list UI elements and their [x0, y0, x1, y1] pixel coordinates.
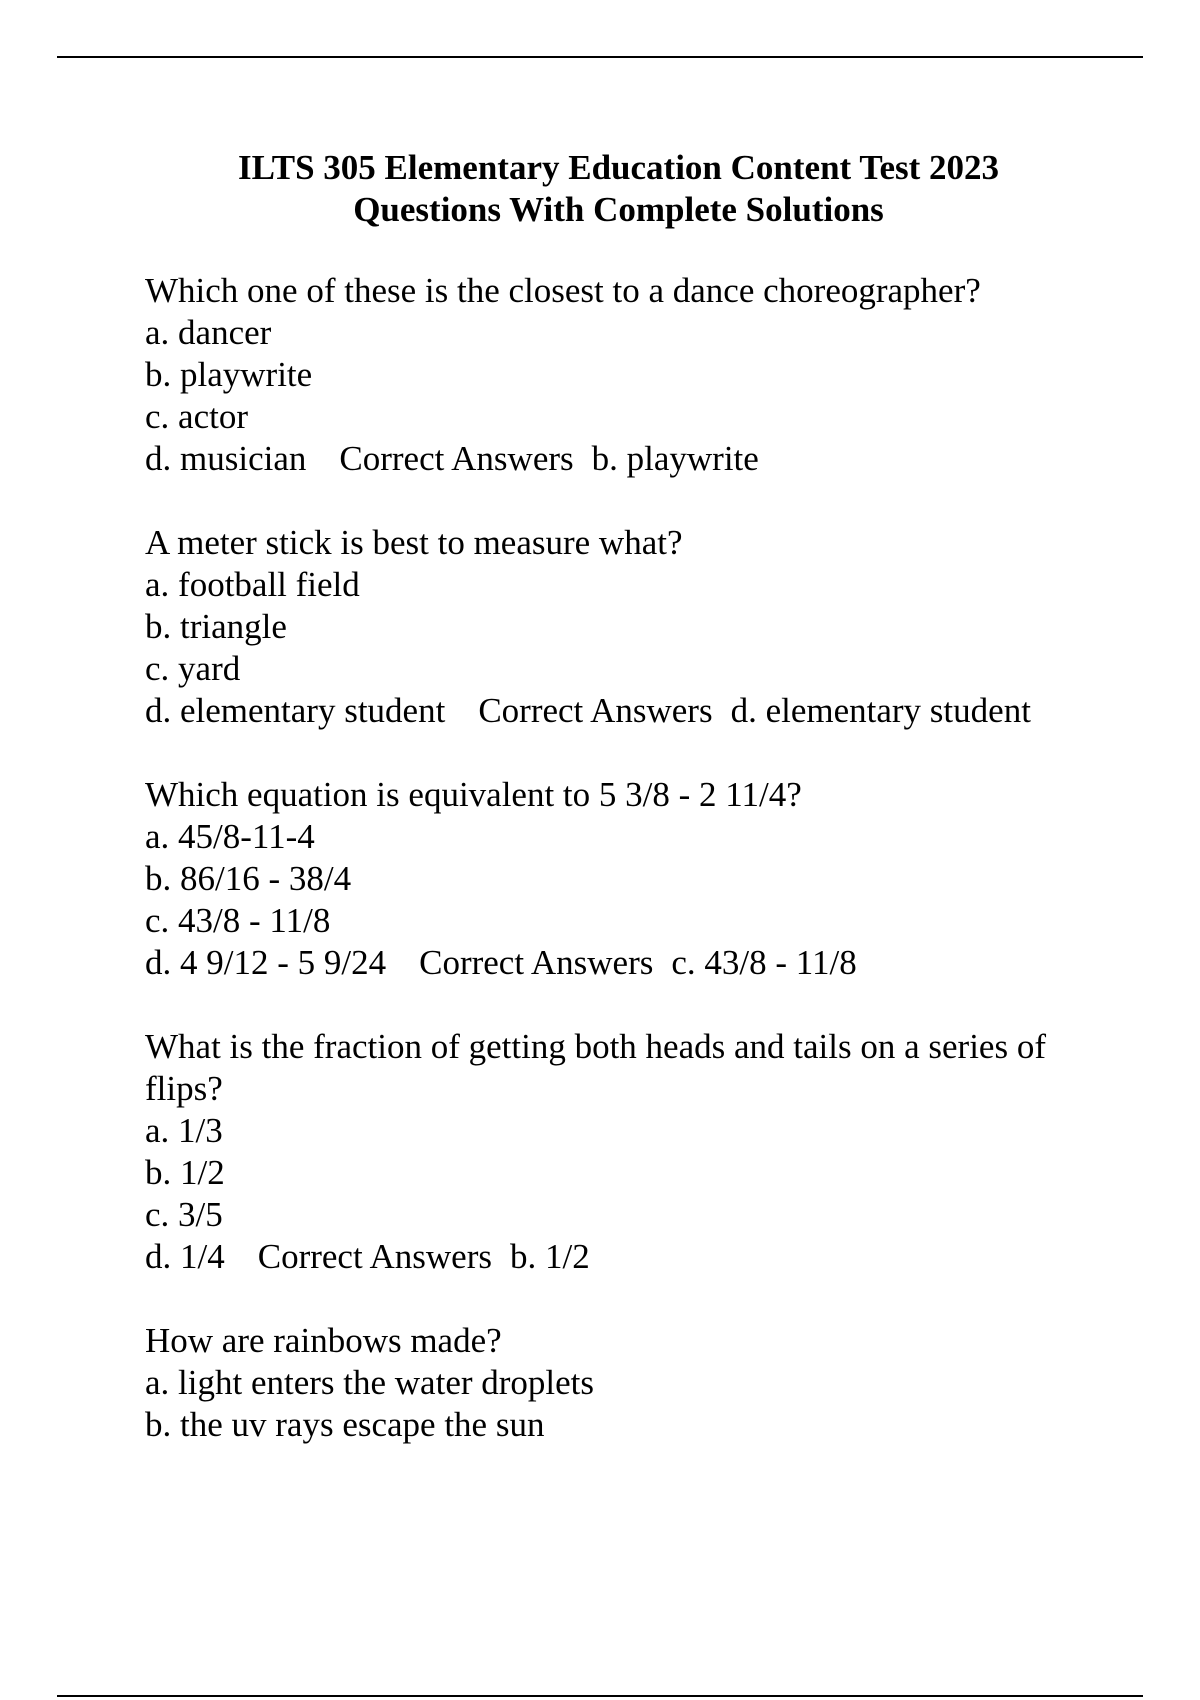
question-stem: Which equation is equivalent to 5 3/8 - 2 11/4? — [145, 775, 802, 814]
question-stem: How are rainbows made? — [145, 1321, 502, 1360]
option-a: a. light enters the water droplets — [145, 1363, 595, 1402]
correct-answer: b. playwrite — [591, 439, 759, 478]
question-5 — [145, 1320, 1095, 1446]
page-title — [0, 147, 1200, 231]
option-d-with-answer — [145, 942, 1095, 984]
correct-answer: b. 1/2 — [510, 1237, 590, 1276]
question-stem: What is the fraction of getting both heads and tails on a series of flips? — [145, 1027, 1046, 1108]
option-b: b. playwrite — [145, 355, 313, 394]
option-d: d. 4 9/12 - 5 9/24 — [145, 943, 387, 982]
question-stem: A meter stick is best to measure what? — [145, 523, 683, 562]
question-4 — [145, 1026, 1095, 1278]
option-d-with-answer — [145, 690, 1095, 732]
option-a: a. 1/3 — [145, 1111, 223, 1150]
top-rule — [57, 56, 1143, 58]
question-1 — [145, 270, 1095, 480]
option-a: a. 45/8-11-4 — [145, 817, 315, 856]
option-c: c. actor — [145, 397, 248, 436]
option-d-with-answer — [145, 1236, 1095, 1278]
option-b: b. 1/2 — [145, 1153, 225, 1192]
title-line-2: Questions With Complete Solutions — [353, 190, 884, 229]
option-c: c. yard — [145, 649, 241, 688]
question-stem: Which one of these is the closest to a dance choreographer? — [145, 271, 981, 310]
correct-answer: c. 43/8 - 11/8 — [671, 943, 857, 982]
option-a: a. football field — [145, 565, 360, 604]
option-a: a. dancer — [145, 313, 272, 352]
option-b: b. triangle — [145, 607, 287, 646]
question-list — [145, 270, 1095, 1488]
correct-answers-label: Correct Answers — [339, 439, 574, 478]
question-2 — [145, 522, 1095, 732]
question-3 — [145, 774, 1095, 984]
correct-answers-label: Correct Answers — [419, 943, 654, 982]
option-d: d. elementary student — [145, 691, 446, 730]
option-b: b. 86/16 - 38/4 — [145, 859, 352, 898]
title-line-1: ILTS 305 Elementary Education Content Test 2023 — [237, 148, 1000, 187]
bottom-rule — [57, 1695, 1143, 1697]
option-c: c. 3/5 — [145, 1195, 223, 1234]
option-d-with-answer — [145, 438, 1095, 480]
option-d: d. musician — [145, 439, 307, 478]
correct-answers-label: Correct Answers — [257, 1237, 492, 1276]
option-c: c. 43/8 - 11/8 — [145, 901, 331, 940]
option-b: b. the uv rays escape the sun — [145, 1405, 545, 1444]
correct-answer: d. elementary student — [730, 691, 1031, 730]
correct-answers-label: Correct Answers — [478, 691, 713, 730]
option-d: d. 1/4 — [145, 1237, 225, 1276]
